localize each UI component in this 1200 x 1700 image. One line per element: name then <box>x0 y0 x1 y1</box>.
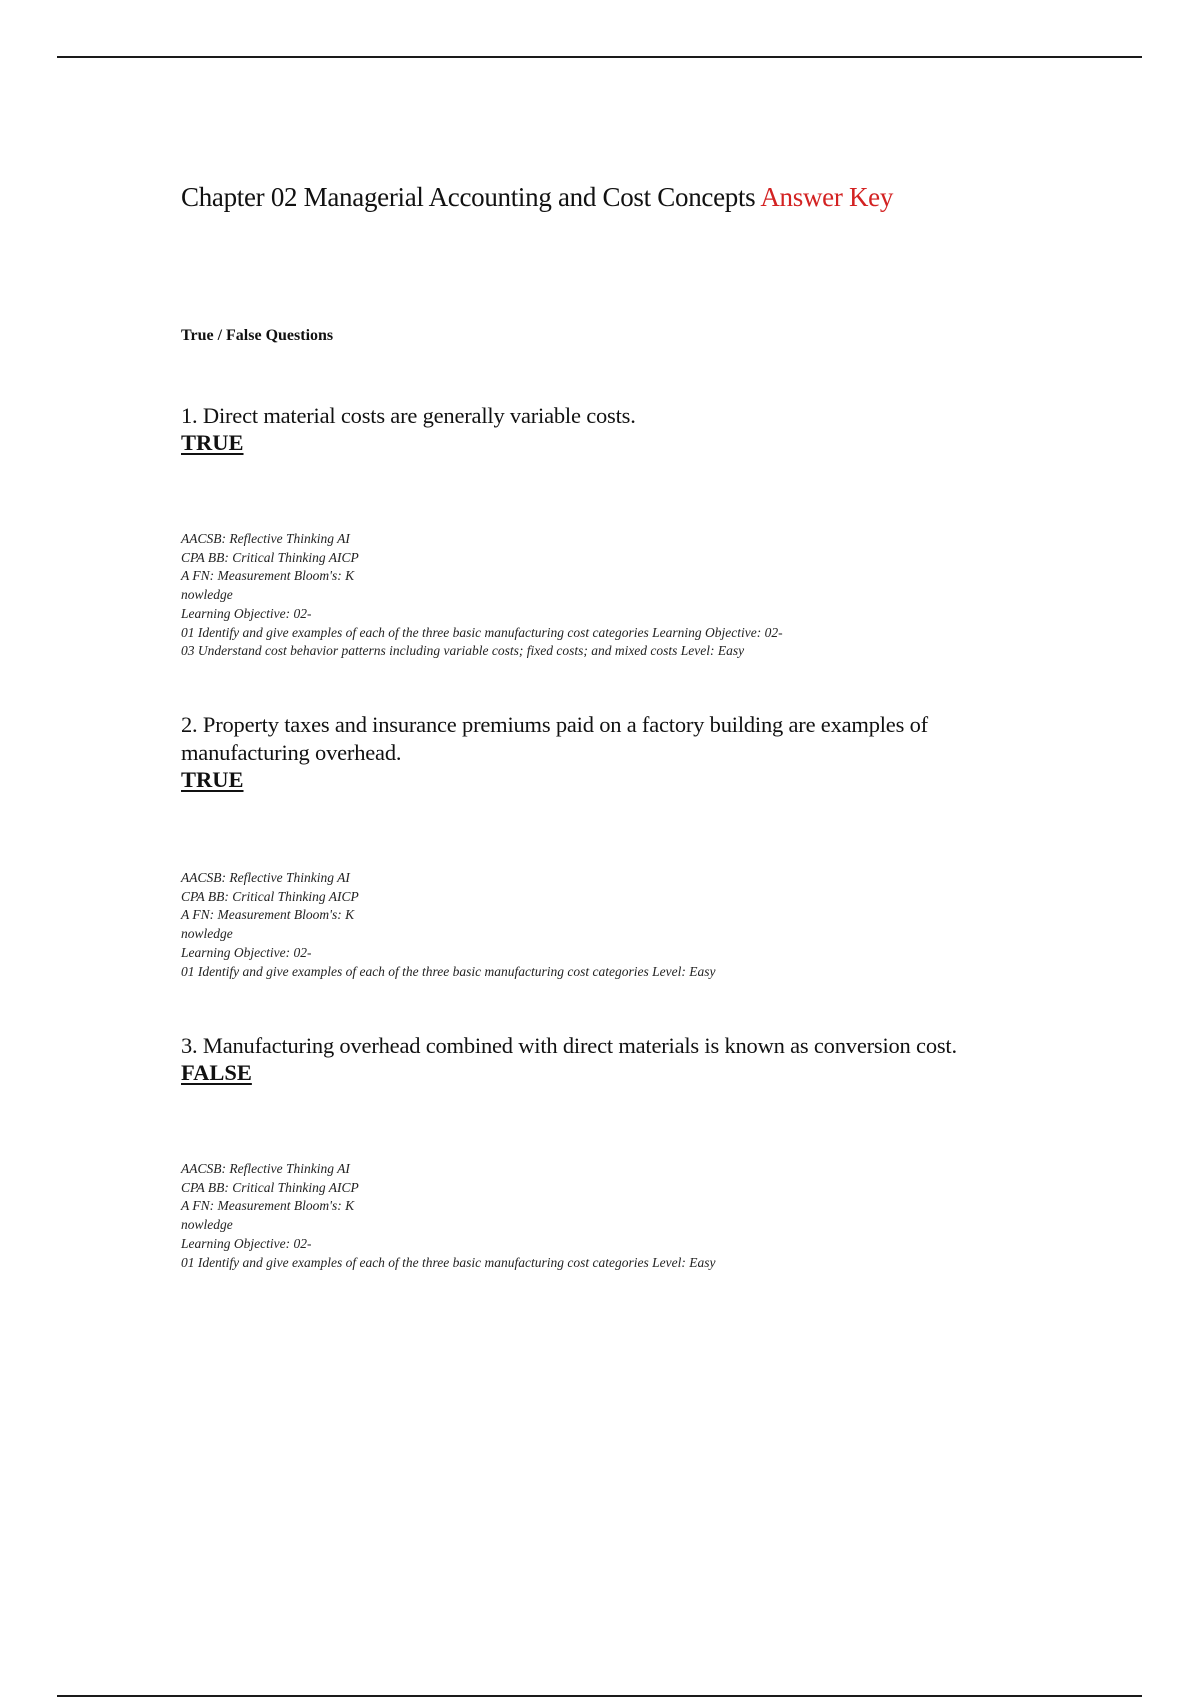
question-2 <box>181 711 1061 793</box>
meta-line: AACSB: Reflective Thinking AI <box>181 870 350 885</box>
meta-line: 01 Identify and give examples of each of the three basic manufacturing cost categories Level: Easy <box>181 1254 716 1270</box>
question-1 <box>181 402 1061 456</box>
meta-line: 01 Identify and give examples of each of the three basic manufacturing cost categories Level: Easy <box>181 963 716 979</box>
answer-label: TRUE <box>181 767 244 792</box>
question-text: 2. Property taxes and insurance premiums paid on a factory building are examples of manufacturing overhead. <box>181 712 928 765</box>
footer-rule <box>57 1695 1142 1697</box>
meta-line: A FN: Measurement Bloom's: K <box>181 1198 355 1214</box>
meta-line: 01 Identify and give examples of each of the three basic manufacturing cost categories Learning Objective: 02- <box>181 624 783 640</box>
answer-label: TRUE <box>181 430 244 455</box>
meta-line: nowledge <box>181 926 233 942</box>
meta-line: A FN: Measurement Bloom's: K <box>181 568 355 584</box>
answer-label: FALSE <box>181 1060 252 1085</box>
section-heading: True / False Questions <box>181 327 334 344</box>
question-1-metadata <box>181 530 1061 661</box>
question-text: 1. Direct material costs are generally variable costs. <box>181 403 636 428</box>
page-title-accent: Answer Key <box>760 182 894 212</box>
meta-line: AACSB: Reflective Thinking AI <box>181 531 350 546</box>
meta-line: nowledge <box>181 1217 233 1233</box>
meta-line: AACSB: Reflective Thinking AI <box>181 1161 350 1176</box>
meta-line: Learning Objective: 02- <box>181 605 312 621</box>
question-2-metadata <box>181 869 1061 981</box>
meta-line: CPA BB: Critical Thinking AICP <box>181 1179 359 1195</box>
meta-line: nowledge <box>181 587 233 603</box>
meta-line: 03 Understand cost behavior patterns including variable costs; fixed costs; and mixed costs Level: Easy <box>181 643 745 659</box>
question-3-metadata <box>181 1160 1061 1272</box>
question-3 <box>181 1032 1061 1086</box>
meta-line: A FN: Measurement Bloom's: K <box>181 907 355 923</box>
meta-line: CPA BB: Critical Thinking AICP <box>181 888 359 904</box>
meta-line: Learning Objective: 02- <box>181 1235 312 1251</box>
meta-line: Learning Objective: 02- <box>181 944 312 960</box>
page-title <box>181 181 893 213</box>
header-rule <box>57 56 1142 58</box>
page-title-main: Chapter 02 Managerial Accounting and Cost Concepts <box>181 182 756 212</box>
question-text: 3. Manufacturing overhead combined with direct materials is known as conversion cost. <box>181 1033 957 1058</box>
meta-line: CPA BB: Critical Thinking AICP <box>181 549 359 565</box>
